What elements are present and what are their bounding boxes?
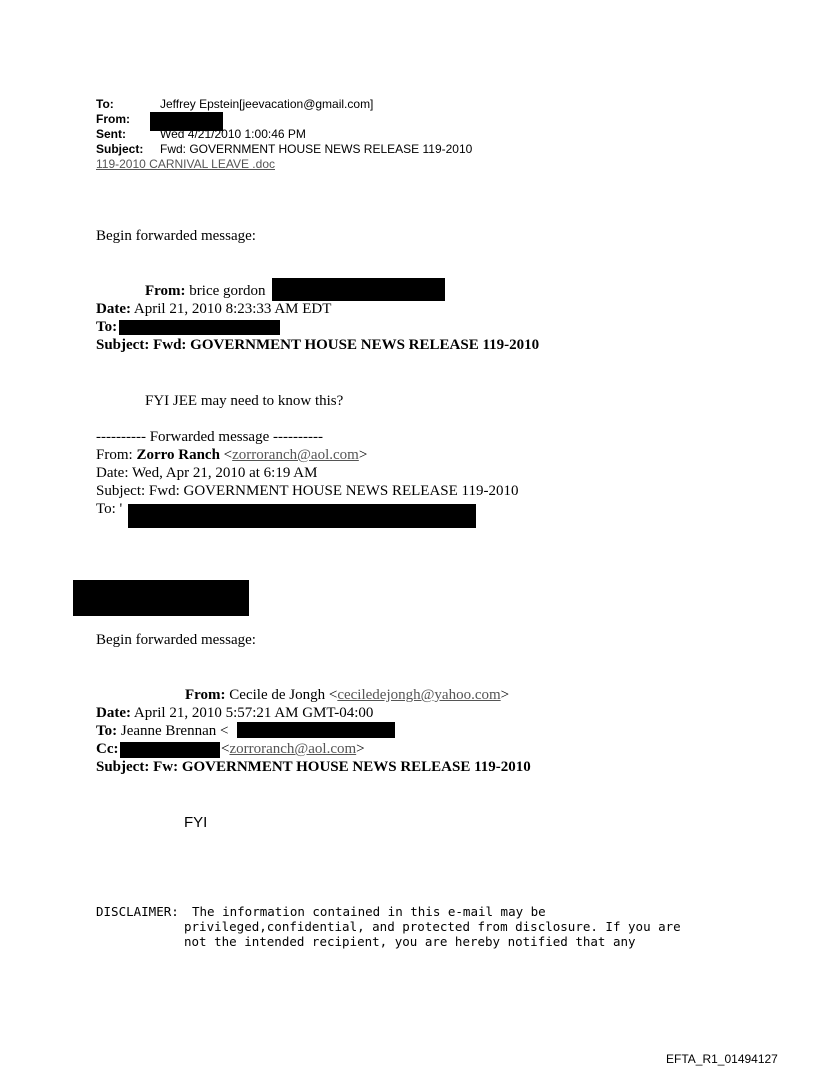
header-sent-value: Wed 4/21/2010 1:00:46 PM [160, 127, 306, 141]
fwd3-from-value: Cecile de Jongh < [229, 687, 338, 703]
header-sent-label: Sent: [96, 127, 126, 141]
header-subject-label: Subject: [96, 142, 144, 156]
fwd1-to-row [96, 318, 117, 336]
header-subject-row [96, 142, 472, 157]
fwd3-subject-row [96, 758, 531, 776]
header-to-label: To: [96, 97, 114, 111]
disclaimer-line-1: The information contained in this e-mail may be [192, 904, 546, 919]
footer-doc-id: EFTA_R1_01494127 [666, 1052, 778, 1066]
fwd2-separator: ---------- Forwarded message ---------- [96, 429, 323, 445]
header-to-row [96, 97, 373, 112]
fwd1-subject-row [96, 336, 539, 354]
fwd3-to-row [96, 722, 228, 740]
fwd2-from-row [96, 446, 367, 464]
fwd3-from-gt: > [500, 687, 510, 703]
header-subject-value: Fwd: GOVERNMENT HOUSE NEWS RELEASE 119-2010 [160, 142, 473, 156]
fwd3-to-value: Jeanne Brennan < [120, 723, 229, 739]
attachment-link[interactable]: 119-2010 CARNIVAL LEAVE .doc [96, 157, 275, 171]
fwd1-to-label: To: [96, 319, 118, 335]
fwd3-date-value: April 21, 2010 5:57:21 AM GMT-04:00 [133, 705, 374, 721]
redaction-block [73, 580, 249, 616]
disclaimer-label: DISCLAIMER: [96, 904, 179, 919]
fwd3-to-label: To: [96, 723, 118, 739]
fwd1-begin: Begin forwarded message: [96, 228, 256, 244]
fwd1-subject-label: Subject: [96, 337, 150, 353]
fwd1-date-value: April 21, 2010 8:23:33 AM EDT [133, 301, 332, 317]
redaction-fwd1-from [272, 278, 445, 301]
fwd3-cc-gt: > [356, 741, 365, 757]
fwd3-subject-label: Subject: [96, 759, 150, 775]
fwd3-cc-label-row [96, 740, 119, 758]
fwd2-from-email-link[interactable]: zorroranch@aol.com [232, 447, 359, 463]
fwd3-cc-email-link[interactable]: zorroranch@aol.com [229, 741, 357, 757]
fwd3-from-row [185, 686, 509, 704]
fwd1-from-value: brice gordon [189, 283, 266, 299]
fwd3-from-label: From: [185, 687, 226, 703]
fwd3-begin: Begin forwarded message: [96, 632, 256, 648]
fwd2-lt: < [219, 447, 233, 463]
fwd1-date-row [96, 300, 331, 318]
fwd3-cc-label: Cc: [96, 741, 119, 757]
fwd3-date-row [96, 704, 373, 722]
fwd2-subject: Subject: Fwd: GOVERNMENT HOUSE NEWS RELEASE 119-2010 [96, 483, 519, 499]
header-from-label: From: [96, 112, 130, 126]
fwd2-to-row [96, 500, 122, 518]
fwd1-subject-value: Fwd: GOVERNMENT HOUSE NEWS RELEASE 119-2010 [153, 337, 540, 353]
fwd3-cc-email-row [221, 740, 365, 758]
fwd2-gt: > [358, 447, 368, 463]
fwd3-body: FYI [184, 814, 208, 831]
fwd1-date-label: Date: [96, 301, 131, 317]
fwd2-from-prefix: From: [96, 447, 137, 463]
fwd1-from-row [145, 282, 266, 300]
disclaimer-line-2: privileged,confidential, and protected from disclosure. If you are [184, 919, 681, 934]
redaction-fwd2-to [128, 504, 476, 528]
header-sent-row [96, 127, 306, 142]
fwd3-from-email-link[interactable]: ceciledejongh@yahoo.com [337, 687, 501, 703]
redaction-fwd3-to [237, 722, 395, 738]
redaction-fwd3-cc [120, 742, 220, 758]
fwd1-from-label: From: [145, 283, 186, 299]
fwd2-date: Date: Wed, Apr 21, 2010 at 6:19 AM [96, 465, 318, 481]
header-to-value: Jeffrey Epstein[jeevacation@gmail.com] [160, 97, 374, 111]
fwd3-date-label: Date: [96, 705, 131, 721]
fwd2-to-prefix: To: ' [96, 501, 123, 517]
fwd1-body: FYI JEE may need to know this? [145, 393, 344, 409]
fwd2-from-name: Zorro Ranch [136, 447, 220, 463]
disclaimer-line-3: not the intended recipient, you are hereby notified that any [184, 934, 636, 949]
redaction-fwd1-to [119, 320, 280, 335]
fwd3-subject-value: Fw: GOVERNMENT HOUSE NEWS RELEASE 119-2010 [153, 759, 531, 775]
fwd3-cc-lt: < [221, 741, 230, 757]
